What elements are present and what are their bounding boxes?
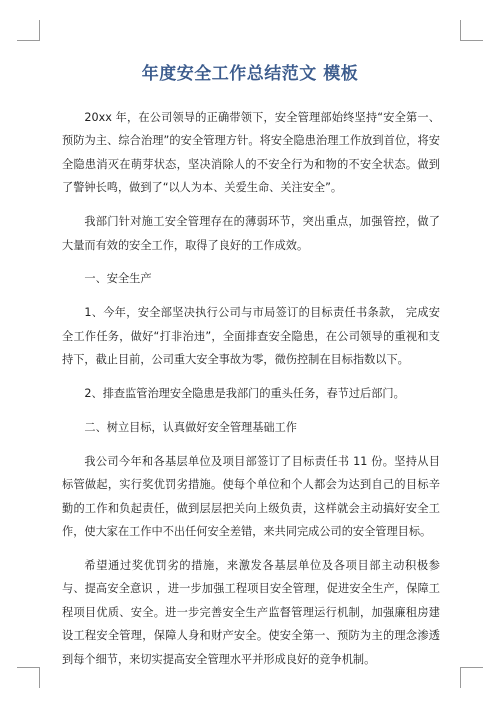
section-heading: 二、树立目标，认真做好安全管理基础工作 <box>84 420 297 434</box>
crop-mark-top-left <box>17 40 39 41</box>
crop-mark-bottom-right <box>460 667 461 688</box>
document-title: 年度安全工作总结范文 模板 <box>141 64 359 84</box>
paragraph: 1、今年，安全部坚决执行公司与市局签订的目标责任书条款， 完成安全工作任务，做好“打非治违”，全面排查安全隐患，在公司领导的重视和支持下，截止目前，公司重大安全事故为零，微伤控制在目标指数以下。 <box>62 306 440 367</box>
crop-mark-bottom-left <box>39 667 40 688</box>
paragraph: 希望通过奖优罚劣的措施，来激发各基层单位及各项目部主动积极参与、提高安全意识 ，进一步加强工程项目安全管理，促进安全生产，保障工程项目优质、安全。进一步完善安全生产监督管理运行机制，加强廉租房建设工程安全管理，保障人身和财产安全。使安全第一、预防为主的理念渗透到每个细节，来切实提高安全管理水平并形成良好的竞争机制。 <box>62 559 440 666</box>
section-heading: 一、安全生产 <box>84 272 152 286</box>
crop-mark-bottom-left <box>17 667 39 668</box>
document-body <box>62 106 440 682</box>
paragraph: 我公司今年和各基层单位及项目部签订了目标责任书 11 份。坚持从目标管做起，实行奖优罚劣措施。使每个单位和个人都会为达到自己的目标辛勤的工作和负起责任，做到层层把关向上级负责，这样就会主动搞好安全工作，使大家在工作中不出任何安全差错，来共同完成公司的安全管理目标。 <box>62 454 440 539</box>
paragraph: 20xx 年，在公司领导的正确带领下，安全管理部始终坚持“安全第一、预防为主、综合治理”的安全管理方针。将安全隐患治理工作放到首位，将安全隐患消灭在萌芽状态，坚决消除人的不安全行为和物的不安全状态。做到了警钟长鸣，做到了“以人为本、关爱生命、关注安全”。 <box>62 111 440 195</box>
crop-mark-top-right <box>461 40 483 41</box>
crop-mark-top-left <box>39 20 40 41</box>
paragraph: 2、排查监管治理安全隐患是我部门的重头任务，春节过后部门。 <box>84 387 405 401</box>
paragraph: 我部门针对施工安全管理存在的薄弱环节，突出重点，加强管控，做了大量而有效的安全工作，取得了良好的工作成效。 <box>62 215 440 252</box>
crop-mark-bottom-right <box>461 667 483 668</box>
crop-mark-top-right <box>460 20 461 41</box>
